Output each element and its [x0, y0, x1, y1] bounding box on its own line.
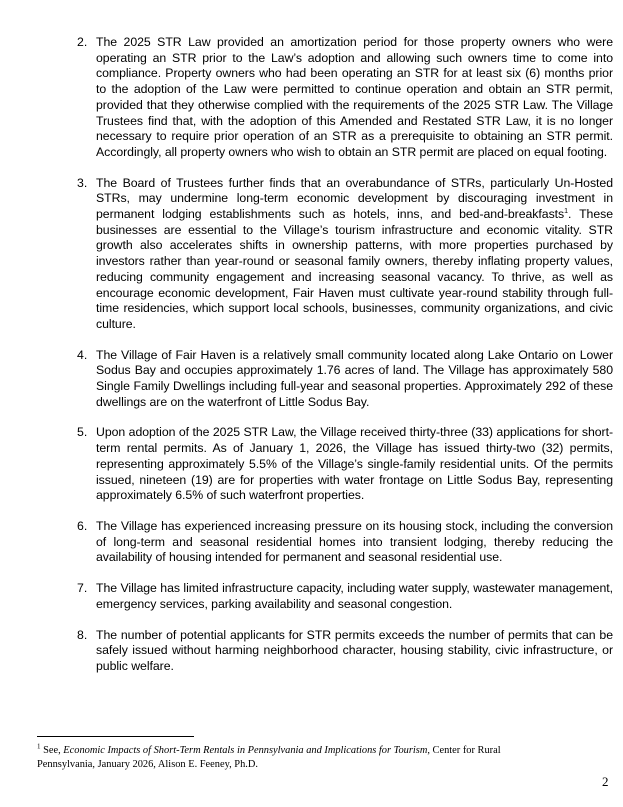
- item-text-after-ref: . These businesses are essential to the Village’s tourism infrastructure and economic vitality. STR growth also accelerates shifts in ownership patterns, with more properties purchased by investors rather than year-round or seasonal family owners, thereby inflating property values, reducing community engagement and increasing seasonal vacancy. To thrive, as well as encourage economic development, Fair Haven must cultivate year-round stability through full-time residencies, which support local schools, businesses, community organizations, and civic culture.: [96, 207, 613, 331]
- item-number: 5.: [77, 425, 88, 440]
- item-number: 8.: [77, 627, 88, 642]
- item-text: The Village has experienced increasing pressure on its housing stock, including the conversion of long-term and seasonal residential homes into transient lodging, thereby reducing the availability of housing intended for permanent and seasonal residential use.: [96, 518, 613, 565]
- list-item: [77, 348, 613, 411]
- item-number: 3.: [77, 175, 88, 190]
- item-text: The Village has limited infrastructure capacity, including water supply, wastewater management, emergency services, parking availability and seasonal congestion.: [96, 581, 613, 611]
- item-number: 4.: [77, 347, 88, 362]
- list-item: [77, 35, 613, 161]
- footnote: [37, 744, 557, 771]
- footnote-separator: [37, 736, 194, 737]
- list-item: [77, 519, 613, 566]
- item-number: 6.: [77, 518, 88, 533]
- footnote-prefix: See,: [40, 745, 64, 756]
- item-text: [96, 176, 613, 333]
- numbered-findings-list: [77, 35, 613, 690]
- item-number: 2.: [77, 35, 88, 49]
- item-text: The number of potential applicants for STR permits exceeds the number of permits that can be safely issued without harming neighborhood character, housing stability, civic infrastructure, or public welfare.: [96, 627, 613, 673]
- list-item: [77, 425, 613, 504]
- item-text: The Village of Fair Haven is a relatively small community located along Lake Ontario on Lower Sodus Bay and occupies approximately 1.76 acres of land. The Village has approximately 580 Single Family Dwellings including full-year and seasonal properties. Approximately 292 of these dwellings are on the waterfront of Little Sodus Bay.: [96, 347, 613, 409]
- page-number: 2: [602, 774, 609, 789]
- footnote-marker: 1: [37, 742, 41, 751]
- item-text: The 2025 STR Law provided an amortization period for those property owners who were operating an STR prior to the Law’s adoption and allowing such owners time to come into compliance. Property owners who had been operating an STR for at least six (6) months prior to the adoption of the Law were permitted to continue operation and obtain an STR permit, provided that they otherwise complied with the requirements of the 2025 STR Law. The Village Trustees find that, with the adoption of this Amended and Restated STR Law, it is no longer necessary to require prior operation of an STR as a prerequisite to obtaining an STR permit. Accordingly, all property owners who wish to obtain an STR permit are placed on equal footing.: [96, 35, 613, 159]
- footnote-cited-title: Economic Impacts of Short-Term Rentals in Pennsylvania and Implications for Tourism: [63, 745, 428, 756]
- item-number: 7.: [77, 581, 88, 596]
- item-text-before-ref: The Board of Trustees further finds that an overabundance of STRs, particularly Un-Hosted STRs, may undermine long-term economic development by discouraging investment in permanent lodging establishments such as hotels, inns, and bed-and-breakfasts: [96, 175, 613, 222]
- list-item: [77, 176, 613, 333]
- list-item: [77, 628, 613, 675]
- list-item: [77, 581, 613, 612]
- footnote-suffix: , Center for Rural Pennsylvania, January 2026, Alison E. Feeney, Ph.D.: [37, 745, 501, 770]
- item-text: Upon adoption of the 2025 STR Law, the Village received thirty-three (33) applications for short-term rental permits. As of January 1, 2026, the Village has issued thirty-two (32) permits, representing approximately 5.5% of the Village’s single-family residential units. Of the permits issued, nineteen (19) are for properties with water frontage on Little Sodus Bay, representing approximately 6.5% of such waterfront properties.: [96, 425, 613, 503]
- footnote-reference[interactable]: 1: [564, 207, 568, 215]
